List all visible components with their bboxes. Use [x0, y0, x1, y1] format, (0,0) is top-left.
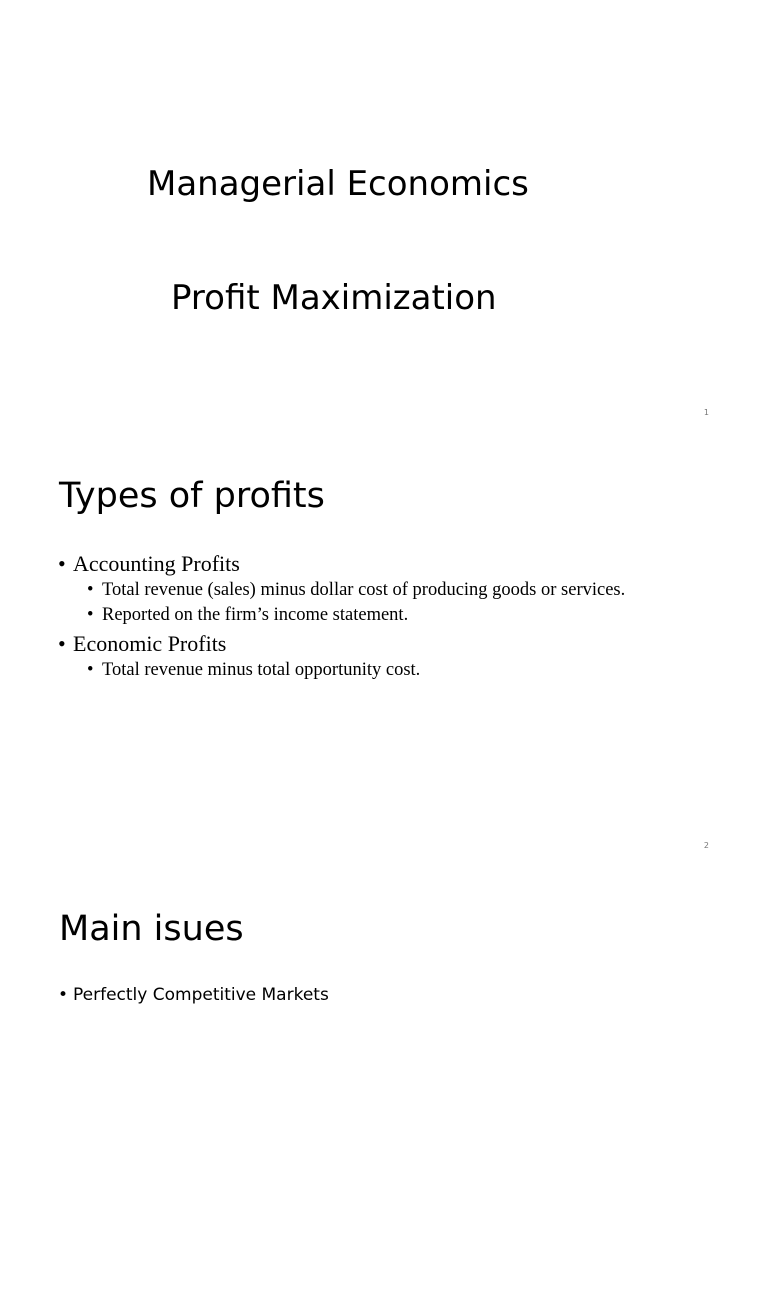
bullet-icon: • — [87, 660, 94, 680]
sub-bullet-text: Total revenue minus total opportunity cost. — [102, 660, 421, 680]
page-number: 1 — [703, 408, 709, 417]
sub-bullet-text: Total revenue (sales) minus dollar cost of producing goods or services. — [102, 580, 626, 600]
page-number: 2 — [703, 841, 709, 850]
bullet-text: Economic Profits — [73, 631, 227, 656]
slide-1 — [0, 0, 768, 433]
bullet-item — [58, 550, 625, 578]
bullet-icon: • — [87, 580, 94, 600]
slide-title-line-2: Profit Maximization — [171, 278, 497, 318]
sub-bullet-list — [58, 578, 625, 628]
bullet-icon: • — [58, 551, 66, 576]
sub-bullet-text: Reported on the firm’s income statement. — [102, 605, 409, 625]
slide-heading: Types of profits — [59, 476, 325, 516]
slide-3 — [0, 866, 768, 1299]
bullet-list — [58, 978, 329, 1012]
bullet-item — [58, 630, 625, 658]
sub-bullet-item — [87, 578, 625, 603]
bullet-list — [58, 550, 625, 685]
sub-bullet-list — [58, 658, 625, 683]
bullet-icon: • — [58, 631, 66, 656]
bullet-item — [58, 978, 329, 1012]
bullet-icon: • — [58, 985, 69, 1005]
slide-2 — [0, 433, 768, 866]
bullet-icon: • — [87, 605, 94, 625]
bullet-text: Accounting Profits — [73, 551, 240, 576]
slide-heading: Main isues — [59, 909, 244, 949]
slide-title-line-1: Managerial Economics — [147, 164, 529, 204]
bullet-text: Perfectly Competitive Markets — [73, 985, 329, 1005]
sub-bullet-item — [87, 603, 625, 628]
sub-bullet-item — [87, 658, 625, 683]
